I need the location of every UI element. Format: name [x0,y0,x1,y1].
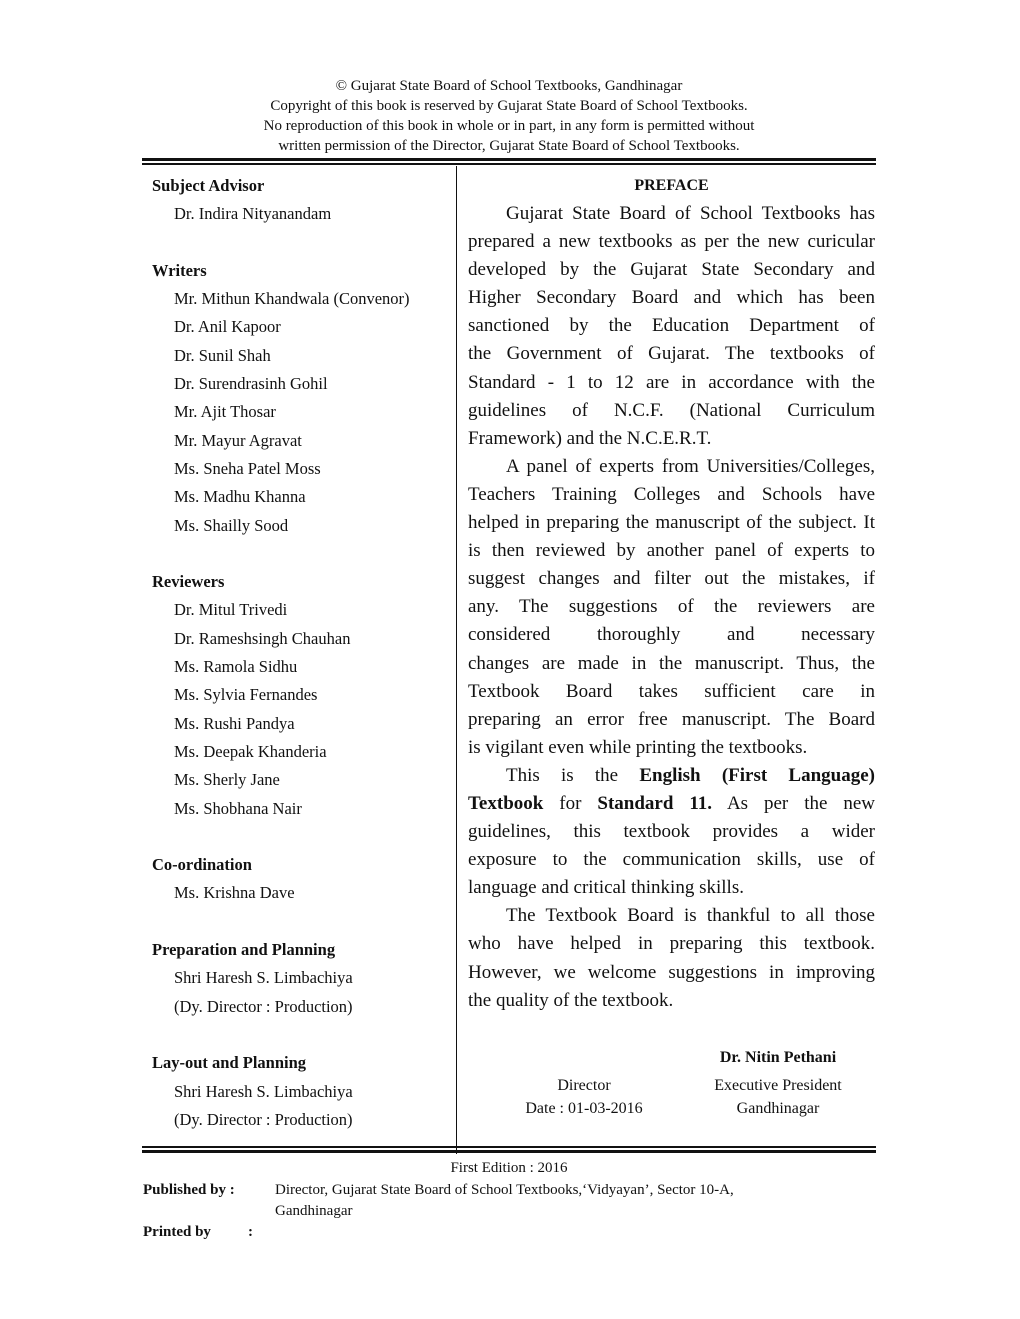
text-run: language and critical thinking skills. [468,877,744,899]
text-run: preparing an error free manuscript. The Board [468,708,875,730]
credit-name: Dr. Mitul Trivedi [174,600,288,620]
president-label: Executive President [714,1077,842,1094]
credit-name: Ms. Madhu Khanna [174,487,306,507]
text-run: guidelines of N.C.F. (National Curriculum [468,399,875,421]
section-gap [152,1021,452,1049]
preface-line [468,734,875,762]
text-run: Standard - 1 to 12 are in accordance with the [468,371,875,393]
text-run: Higher Secondary Board and which has been [468,287,875,309]
text-run: is vigilant even while printing the textbooks. [468,736,808,758]
preface-line [468,930,875,958]
director-label: Director [557,1077,611,1094]
preface-line [468,284,875,312]
preface-line [468,846,875,874]
preface-line [468,902,875,930]
preface-paragraph [468,902,875,1014]
text-run: guidelines, this textbook provides a wider [468,821,875,843]
publisher-line: Director, Gujarat State Board of School Textbooks,‘Vidyayan’, Sector 10-A, [275,1182,734,1198]
text-run: Teachers Training Colleges and Schools have [468,483,875,505]
credit-name: Ms. Sherly Jane [174,770,280,790]
text-run: the quality of the textbook. [468,989,674,1011]
section-gap [152,823,452,851]
section-gap [152,908,452,936]
text-run: is then reviewed by another panel of experts to [468,540,875,562]
place-label: Gandhinagar [736,1100,820,1117]
credit-name: Dr. Indira Nityanandam [174,204,332,224]
credit-name: Mr. Ajit Thosar [174,402,276,422]
preface-line [468,340,875,368]
copyright-line: written permission of the Director, Gujarat State Board of School Textbooks. [278,138,740,154]
preface-line [468,509,875,537]
preface-paragraph [468,200,875,453]
preface-line [468,790,875,818]
published-by-label: Published by : [143,1182,235,1198]
credit-name: Ms. Deepak Khanderia [174,741,327,761]
preface-line [468,228,875,256]
credit-name: (Dy. Director : Production) [174,1109,353,1129]
credit-heading: Lay-out and Planning [152,1053,307,1073]
preface-line [468,959,875,987]
signatory-designation-left [504,1074,664,1120]
credits-column [152,172,452,1134]
text-run: developed by the Gujarat State Secondary and [468,259,875,281]
text-run: any. The suggestions of the reviewers are [468,596,875,618]
credit-name: Ms. Shailly Sood [174,515,289,535]
text-run: Framework) and the N.C.E.R.T. [468,427,712,449]
credit-name: Shri Haresh S. Limbachiya [174,968,353,988]
bottom-double-rule [142,1146,876,1153]
text-run: prepared a new textbooks as per the new curicular [468,231,875,253]
credit-name: Mr. Mayur Agravat [174,430,302,450]
column-divider [456,166,457,1154]
text-run: A panel of experts from Universities/Colleges, [506,455,875,477]
credit-name: Ms. Krishna Dave [174,883,295,903]
credit-name: Dr. Surendrasinh Gohil [174,374,328,394]
credit-name: Dr. Anil Kapoor [174,317,281,337]
preface-line [468,481,875,509]
credit-name: Ms. Sylvia Fernandes [174,685,318,705]
text-run: helped in preparing the manuscript of the subject. It [468,512,875,534]
preface-body [468,200,875,1015]
text-run: who have helped in preparing this textbook. [468,933,875,955]
credit-name: Ms. Rushi Pandya [174,713,295,733]
credit-heading: Writers [152,260,207,280]
text-run: considered thoroughly and necessary [468,624,875,646]
preface-line [468,453,875,481]
text-run: for [543,792,598,814]
text-run: The Textbook Board is thankful to all those [506,905,875,927]
preface-line [468,312,875,340]
copyright-line: © Gujarat State Board of School Textbooks, Gandhinagar [335,78,683,94]
preface-line [468,706,875,734]
text-run: sanctioned by the Education Department of [468,315,875,337]
signatory-designation-right [680,1074,876,1120]
preface-line [468,987,875,1015]
preface-line [468,621,875,649]
preface-line [468,425,875,453]
credit-name: Dr. Sunil Shah [174,345,271,365]
section-gap [152,540,452,568]
preface-line [468,369,875,397]
credit-heading: Reviewers [152,572,225,592]
preface-line [468,818,875,846]
preface-line [468,762,875,790]
credit-name: (Dy. Director : Production) [174,996,353,1016]
copyright-notice [142,76,876,156]
preface-paragraph [468,453,875,762]
text-run: Gujarat State Board of School Textbooks has [506,203,875,224]
signatory-name: Dr. Nitin Pethani [719,1049,837,1066]
text-run: suggest changes and filter out the mistakes, if [468,568,875,590]
text-run: changes are made in the manuscript. Thus, the [468,652,875,674]
text-run: This is the [506,764,640,786]
preface-line [468,397,875,425]
credit-heading: Co-ordination [152,855,252,875]
text-run: Textbook Board takes sufficient care in [468,680,875,702]
preface-line [468,200,875,228]
preface-line [468,565,875,593]
preface-line [468,593,875,621]
text-run: However, we welcome suggestions in improving [468,961,875,983]
credit-name: Ms. Shobhana Nair [174,798,302,818]
credit-name: Mr. Mithun Khandwala (Convenor) [174,289,410,309]
bold-text: Textbook [468,792,544,814]
bold-text: Standard 11. [597,792,713,814]
copyright-line: No reproduction of this book in whole or in part, in any form is permitted without [263,118,755,134]
credit-name: Dr. Rameshsingh Chauhan [174,628,351,648]
preface-line [468,537,875,565]
credit-heading: Subject Advisor [152,176,265,195]
publisher-line: Gandhinagar [275,1203,353,1219]
copyright-line: Copyright of this book is reserved by Gujarat State Board of School Textbooks. [270,98,748,114]
text-run: exposure to the communication skills, use of [468,849,875,871]
credit-name: Ms. Ramola Sidhu [174,657,298,677]
preface-title: PREFACE [634,177,709,194]
section-gap [152,229,452,257]
text-run: As per the new [712,792,875,814]
edition-text: First Edition : 2016 [450,1160,568,1176]
date-label: Date : 01-03-2016 [525,1100,643,1117]
credit-name: Shri Haresh S. Limbachiya [174,1081,353,1101]
preface-line [468,256,875,284]
printed-by-label: Printed by [143,1224,211,1240]
preface-line [468,678,875,706]
credit-heading: Preparation and Planning [152,940,336,960]
preface-paragraph [468,762,875,902]
bold-text: English (First Language) [639,764,875,786]
preface-column [468,176,875,1015]
top-double-rule [142,158,876,165]
preface-line [468,650,875,678]
text-run: the Government of Gujarat. The textbooks of [468,343,875,365]
credit-name: Ms. Sneha Patel Moss [174,458,321,478]
printed-by-colon: : [248,1224,253,1240]
preface-line [468,874,875,902]
